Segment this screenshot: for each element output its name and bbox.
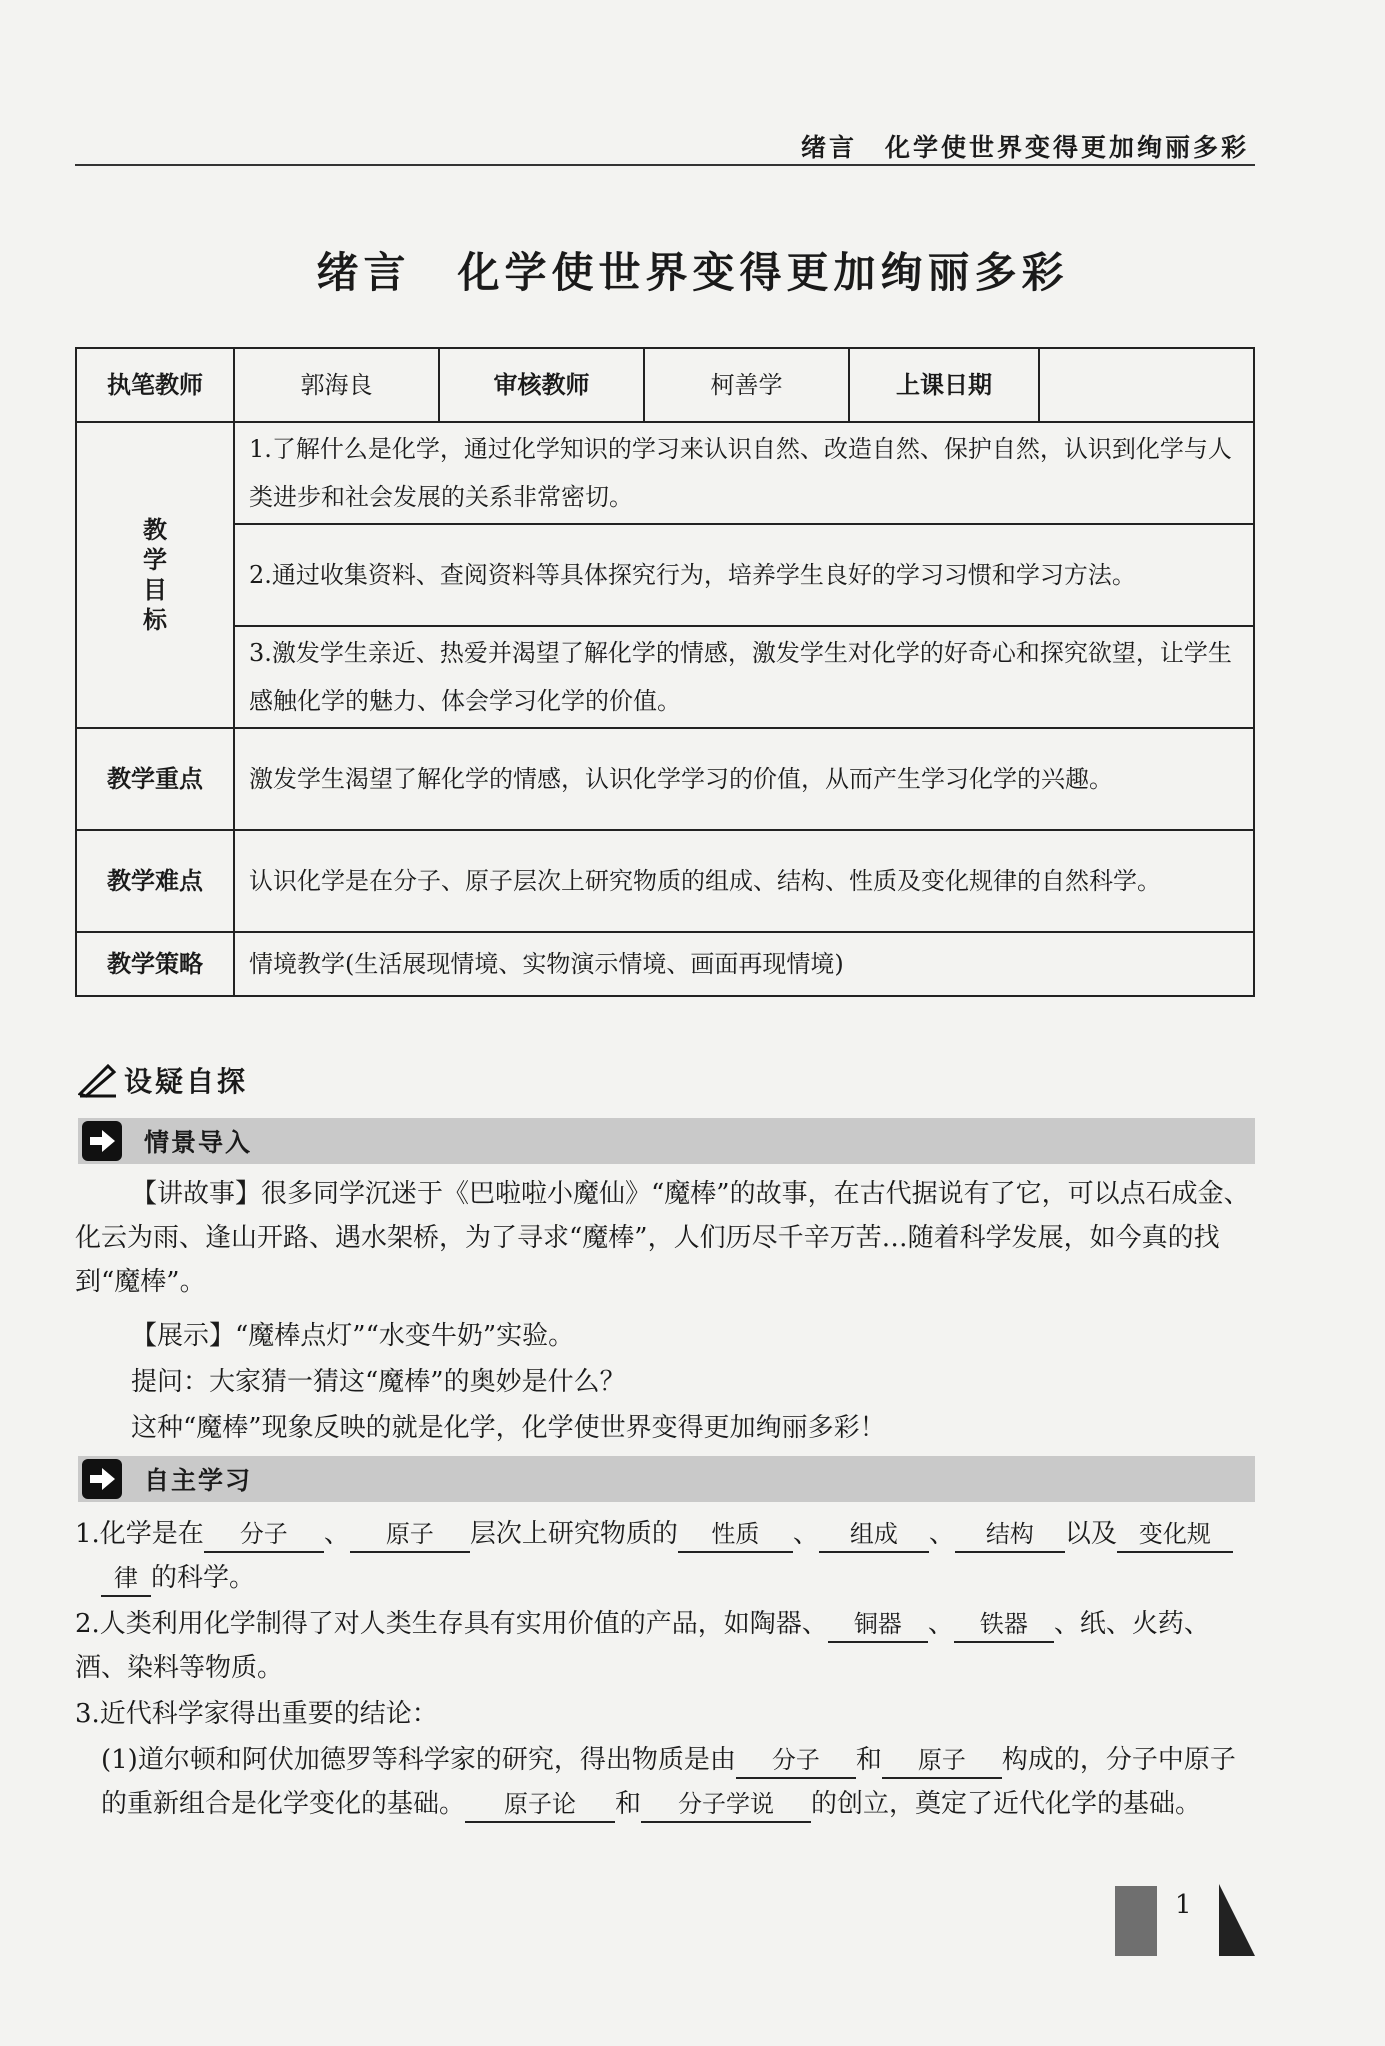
goal-3: 3.激发学生亲近、热爱并渴望了解化学的情感，激发学生对化学的好奇心和探究欲望，让学生感触化学的魅力、体会学习化学的价值。 bbox=[234, 626, 1254, 728]
intro-bar-label: 情景导入 bbox=[144, 1128, 253, 1157]
goal-1: 1.了解什么是化学，通过化学知识的学习来认识自然、改造自然、保护自然，认识到化学与人类进步和社会发展的关系非常密切。 bbox=[234, 422, 1254, 524]
q2-text: 2.人类利用化学制得了对人类生存具有实用价值的产品，如陶器、 bbox=[75, 1609, 828, 1639]
page-tab-marker bbox=[1115, 1886, 1157, 1956]
q1-answer-1: 分子 bbox=[204, 1517, 324, 1553]
strategy-label: 教学策略 bbox=[76, 932, 234, 996]
q3-1-answer-2: 原子 bbox=[882, 1743, 1002, 1779]
running-header bbox=[75, 128, 1255, 166]
section-heading bbox=[78, 1060, 248, 1100]
question-1 bbox=[75, 1512, 1255, 1600]
goals-label-cell bbox=[76, 422, 234, 728]
writer-value: 郭海良 bbox=[234, 348, 439, 422]
question-3-1 bbox=[75, 1738, 1255, 1826]
self-study-bar-label: 自主学习 bbox=[144, 1466, 253, 1495]
writer-label: 执笔教师 bbox=[76, 348, 234, 422]
goal-2: 2.通过收集资料、查阅资料等具体探究行为，培养学生良好的学习习惯和学习方法。 bbox=[234, 524, 1254, 626]
pencil-icon bbox=[78, 1062, 118, 1098]
self-study-bar bbox=[78, 1456, 1255, 1502]
q1-answer-3: 性质 bbox=[678, 1517, 793, 1553]
strategy-value: 情境教学(生活展现情境、实物演示情境、画面再现情境) bbox=[234, 932, 1254, 996]
q3-1-text: 和 bbox=[855, 1745, 882, 1775]
difficulty-label: 教学难点 bbox=[76, 830, 234, 932]
q3-1-answer-4: 分子学说 bbox=[641, 1787, 811, 1823]
reviewer-label: 审核教师 bbox=[439, 348, 644, 422]
q1-answer-4: 组成 bbox=[819, 1517, 929, 1553]
q3-1-text: 的创立，奠定了近代化学的基础。 bbox=[811, 1789, 1202, 1819]
q3-1-text: 和 bbox=[615, 1789, 642, 1819]
running-title: 绪言 化学使世界变得更加绚丽多彩 bbox=[800, 133, 1249, 162]
q1-text: 的科学。 bbox=[151, 1563, 256, 1593]
q1-answer-5: 结构 bbox=[955, 1517, 1065, 1553]
q2-answer-2: 铁器 bbox=[954, 1607, 1054, 1643]
arrow-right-icon bbox=[82, 1459, 122, 1499]
q1-answer-6b: 律 bbox=[101, 1561, 151, 1597]
page-number-block bbox=[1115, 1880, 1255, 1960]
date-value bbox=[1039, 348, 1254, 422]
q3-1-answer-3: 原子论 bbox=[465, 1787, 615, 1823]
q1-text: 层次上研究物质的 bbox=[469, 1519, 678, 1549]
q1-answer-6a: 变化规 bbox=[1117, 1517, 1233, 1553]
intro-bar bbox=[78, 1118, 1255, 1164]
q1-text: 以及 bbox=[1064, 1519, 1117, 1549]
q1-text: 、 bbox=[323, 1519, 350, 1549]
q3-1-text: (1)道尔顿和阿伏加德罗等科学家的研究，得出物质是由 bbox=[101, 1745, 736, 1775]
intro-show: 【展示】“魔棒点灯”“水变牛奶”实验。 bbox=[131, 1321, 575, 1351]
date-label: 上课日期 bbox=[849, 348, 1039, 422]
q1-text: 1.化学是在 bbox=[75, 1519, 204, 1549]
section-title: 设疑自探 bbox=[124, 1065, 249, 1098]
q1-answer-2: 原子 bbox=[350, 1517, 470, 1553]
difficulty-point: 认识化学是在分子、原子层次上研究物质的组成、结构、性质及变化规律的自然科学。 bbox=[234, 830, 1254, 932]
q3-1-text: 构成的，分子中原子的重新组合是化学变化的基础。 bbox=[101, 1745, 1236, 1819]
key-point: 激发学生渴望了解化学的情感，认识化学学习的价值，从而产生学习化学的兴趣。 bbox=[234, 728, 1254, 830]
lesson-info-table bbox=[75, 347, 1255, 997]
goals-label: 教学目标 bbox=[143, 516, 167, 634]
corner-triangle-icon bbox=[1219, 1884, 1255, 1956]
page-number: 1 bbox=[1175, 1890, 1192, 1920]
q1-text: 、 bbox=[928, 1519, 955, 1549]
q2-text: 、纸、火药、酒、染料等物质。 bbox=[75, 1609, 1210, 1683]
q3-1-answer-1: 分子 bbox=[736, 1743, 856, 1779]
q2-text: 、 bbox=[927, 1609, 954, 1639]
page-title: 绪言 化学使世界变得更加绚丽多彩 bbox=[316, 248, 1069, 297]
reviewer-value: 柯善学 bbox=[644, 348, 849, 422]
intro-story: 【讲故事】很多同学沉迷于《巴啦啦小魔仙》“魔棒”的故事，在古代据说有了它，可以点石成金、化云为雨、逢山开路、遇水架桥，为了寻求“魔棒”，人们历尽千辛万苦…随着科学发展，如今真的找到“魔棒”。 bbox=[75, 1179, 1250, 1297]
q2-answer-1: 铜器 bbox=[828, 1607, 928, 1643]
intro-conclusion: 这种“魔棒”现象反映的就是化学，化学使世界变得更加绚丽多彩！ bbox=[131, 1413, 886, 1443]
question-3: 3.近代科学家得出重要的结论： bbox=[75, 1699, 438, 1729]
intro-question: 提问：大家猜一猜这“魔棒”的奥妙是什么？ bbox=[131, 1367, 626, 1397]
arrow-right-icon bbox=[82, 1121, 122, 1161]
question-2 bbox=[75, 1602, 1255, 1690]
key-label: 教学重点 bbox=[76, 728, 234, 830]
q1-text: 、 bbox=[792, 1519, 819, 1549]
